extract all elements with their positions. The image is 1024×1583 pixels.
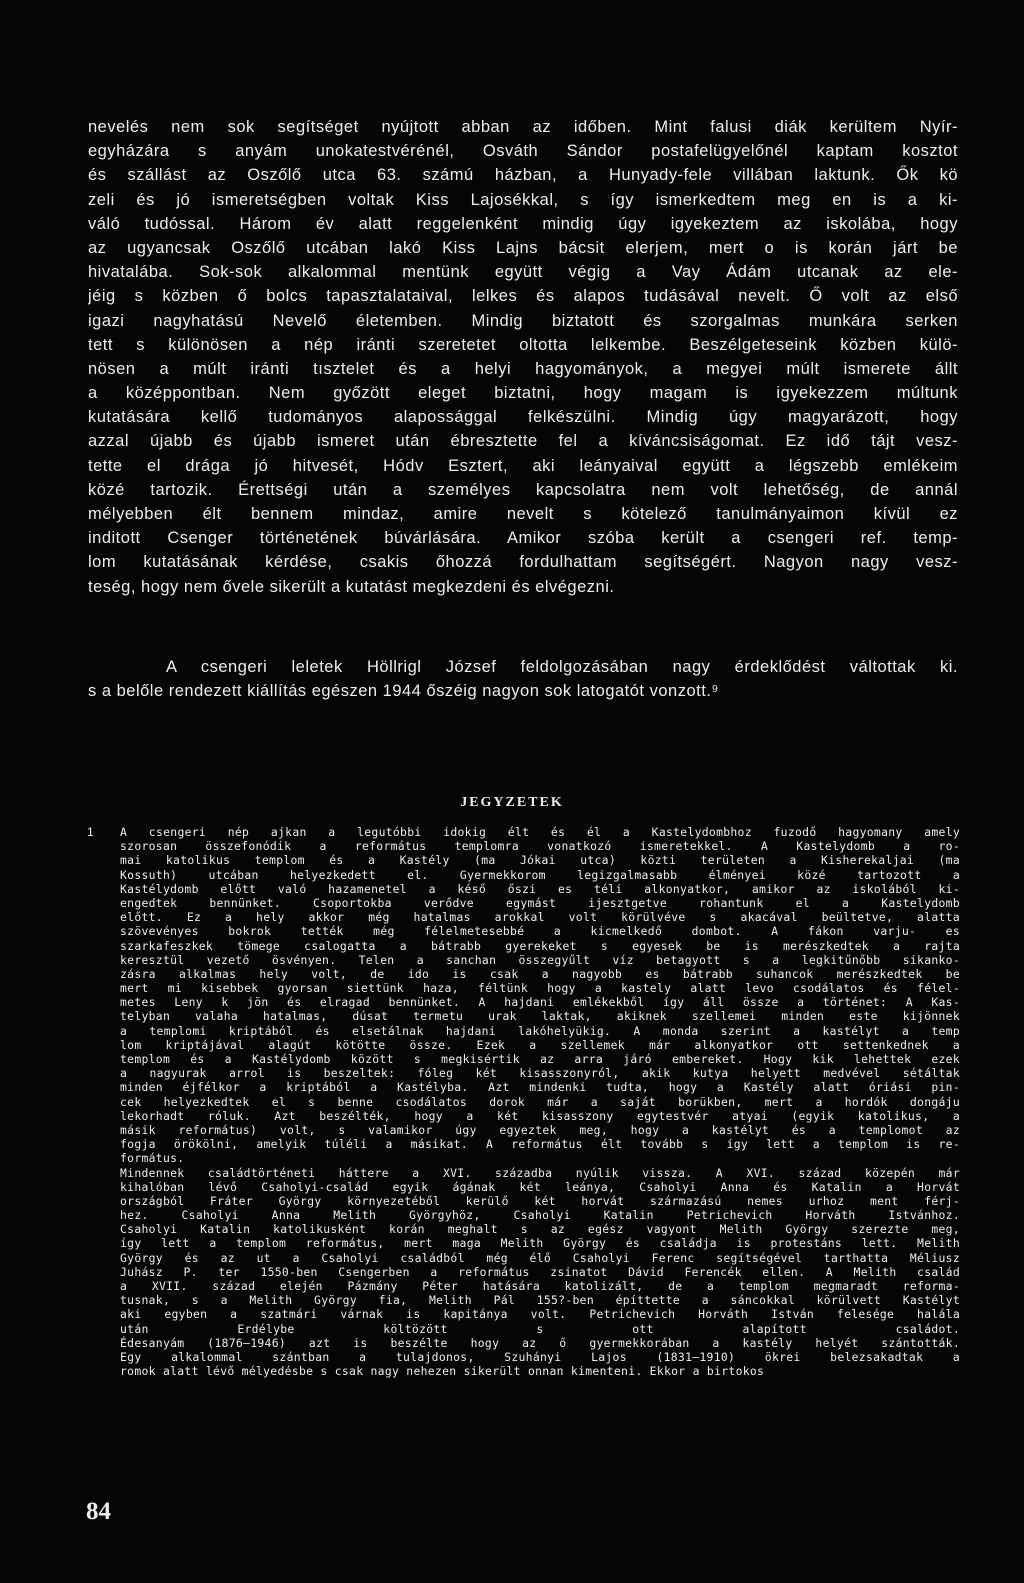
footnote-line: előtt. Ez a hely akkor még hatalmas arokkal volt körülvéve s akacával beültetve, alatta [120, 910, 960, 925]
footnote-line: mert mi kisebbek gyorsan siettünk haza, féltünk hogy a kastely alatt levo csodálatos és félel- [120, 981, 960, 996]
footnote-text [120, 825, 960, 1378]
note-number: 1 [87, 825, 94, 839]
footnote-line: A csengeri nép ajkan a legutóbbi idokig élt és él a Kastelydombhoz fuzodő hagyomany amely [120, 825, 960, 839]
text-line: tette el drága jó hitvesét, Hódv Esztert, aki leányaival együtt a légszebb emlékeim [88, 456, 958, 475]
text-line: egyházára s anyám unokatestvérénél, Osváth Sándor postafelügyelőnél kaptam kosztot [88, 142, 958, 161]
footnote-line: a templomi kriptából és elsetálnak hajdani lakóhelyükig. A monda szerint a kastélyt a temp [120, 1023, 960, 1038]
text-line: közé tartozik. Érettségi után a személyes kapcsolatra nem volt lehetőség, de annál [88, 480, 958, 499]
page-number: 84 [86, 1498, 111, 1525]
text-line: zeli és jó ismeretségben voltak Kiss Lajosékkal, s így ismerkedtem meg en is a ki- [88, 190, 958, 209]
footnote-line: lekorhadt róluk. Azt beszélték, hogy a két kisasszony egytestvér atyai (egyik katolikus, a [120, 1108, 960, 1123]
text-line: hivatalába. Sok-sok alkalommal mentünk együtt végig a Vay Ádám utcanak az ele- [88, 263, 958, 282]
text-line: a középpontban. Nem győzött eleget biztatni, hogy magam is igyekezzem múltunk [88, 384, 958, 403]
footnote-line: mai katolikus templom és a Kastély (ma Jókai utca) közti területen a Kisherekaljai (ma [120, 853, 960, 868]
footnote-line: lom kriptájával alagút kötötte össze. Ezek a szellemek már alkonyatkor ott settenkednek a [120, 1037, 960, 1052]
text-line: nösen a múlt iránti tısztelet és a helyi hagyományok, a megyei múlt ismerete állt [88, 359, 958, 378]
footnote-line: Kastélydomb előtt való hazamenetel a késő őszi es téli alkonyatkor, amikor az iskolából ki- [120, 881, 960, 896]
footnote-line: szövevényes bokrok tették még félelmetesebbé a kicmelkedő dombot. A fákon varju- es [120, 924, 960, 939]
text-line: igazi nagyhatású Nevelő életemben. Mindig biztatott és szorgalmas munkára serken [88, 311, 958, 330]
body-paragraph-2 [88, 655, 958, 703]
footnote-line: formátus. [120, 1151, 185, 1166]
text-line: jéig s közben ő bolcs tapasztalataival, lelkes és alapos tudásával nevelt. Ő volt az első [88, 287, 958, 306]
footnote-line: cek helyezkedtek el s benne csodálatos dorok már a saját borükben, mert a hordók dongáju [120, 1094, 960, 1109]
text-line: s a belőle rendezett kiállítás egészen 1944 őszéig nagyon sok latogatót vonzott.⁹ [88, 682, 719, 701]
footnote-line: szarkafeszkek tömege csalogatta a bátrabb gyerekeket s egyesek be is merészkedtek a rajta [120, 938, 960, 953]
footnote-line: hez. Csaholyi Anna Melith Györgyhöz, Csaholyi Katalin Petrichevich Horváth Istvánhoz. [120, 1208, 960, 1223]
footnote-line: Mindennek családtörténeti háttere a XVI. századba nyúlik vissza. A XVI. század közepén már [120, 1165, 960, 1180]
footnote-line: Kossuth) utcában helyezkedett el. Gyermekkorom legizgalmasabb élményei közé tartozott a [120, 867, 960, 882]
footnote-line: országból Fráter György környezetéből kerülő két horvát származású nemes urhoz ment férj- [120, 1193, 960, 1208]
text-line: mélyebben élt bennem mindaz, amire nevelt s kötelező tanulmányaimon kívül ez [88, 505, 958, 523]
footnote-line: Édesanyám (1876—1946) azt is beszélte hogy az ő gyermekkorában a kastély helyét szántották. [120, 1335, 960, 1350]
text-line: lom kutatásának kérdése, csakis őhozzá fordulhattam segítségért. Nagyon nagy vesz- [88, 553, 958, 572]
text-line: teség, hogy nem ővele sikerült a kutatást megkezdeni és elvégezni. [88, 577, 615, 596]
footnote-line: így lett a templom református, mert maga Melith György és családja is protestáns lett. Melith [120, 1236, 960, 1251]
footnote-line: György és az ut a Csaholyi családból még élő Csaholyi Ferenc segítségével tarthatta Méliusz [120, 1250, 960, 1265]
text-line: kutatására kellő tudományos alapossággal felkészülni. Mindig úgy magyarázott, hogy [88, 408, 958, 427]
notes-heading: JEGYZETEK [460, 795, 564, 810]
footnote-line: Juhász P. ter 1550-ben Csengerben a református zsinatot Dávid Ferencék ellen. A Melith család [120, 1264, 960, 1279]
footnote-line: szorosan összefonódik a református templomra vonatkozó ismeretekkel. A Kastelydomb a ro- [120, 839, 960, 854]
footnote-line: a nagyurak arrol is beszeltek: fóleg két kisasszonyról, akik kutya helyett medvével sétáltak [120, 1066, 960, 1081]
footnote-line: után Erdélybe költözött s ott alapított családot. [120, 1321, 960, 1336]
footnote-line: fogja örökölni, amelyik túléli a másikat. A református élt tovább s így lett a templom is re- [120, 1137, 960, 1152]
footnote-line: Egy alkalommal szántban a tulajdonos, Szuhányi Lajos (1831—1910) ökrei belezsakadtak a [120, 1349, 960, 1364]
text-line: és szállást az Oszőlő utca 63. számú házban, a Hunyady-fele villában laktunk. Ők kö [88, 166, 958, 185]
footnote-line: templom és a Kastélydomb között s megkisértik az arra járó embereket. Hogy kik lehettek ezek [120, 1052, 960, 1066]
text-line: nevelés nem sok segítséget nyújtott abban az időben. Mint falusi diák kerültem Nyír- [88, 118, 958, 136]
text-line: azzal újabb és újabb ismeret után ébresztette fel a kíváncsiságomat. Ez idő tájt vesz- [88, 432, 958, 451]
text-line: inditott Csenger történetének búvárlására. Amikor szóba került a csengeri ref. temp- [88, 529, 958, 548]
footnote-line: zásra alkalmas hely volt, de ido is csak a nagyobb es bátrabb suhancok merészkedtek be [120, 966, 960, 981]
footnote-line: aki egyben a szatmári várnak is kapitánya volt. Petrichevich Horváth István felesége halála [120, 1307, 960, 1322]
text-line: tett s különösen a nép iránti szeretetet oltotta lelkembe. Beszélgeteseink közben külö- [88, 335, 958, 354]
footnote-line: romok alatt lévő mélyedésbe s csak nagy nehezen sikerült onnan kimenteni. Ekkor a birtokos [120, 1364, 765, 1379]
footnote-line: kihalóban lévő Csaholyi-család egyik ágának két leánya, Csaholyi Anna és Katalin a Horvát [120, 1179, 960, 1194]
text-line: az ugyancsak Oszőlő utcában lakó Kiss Lajns bácsit elerjem, mert o is korán járt be [88, 238, 958, 257]
body-paragraph [88, 115, 958, 599]
footnote-line: engedtek bennünket. Csoportokba verődve egymást ijesztgetve rohantunk el a Kastelydomb [120, 895, 960, 910]
footnote-line: telyban valaha hatalmas, dúsat termetu urak laktak, akiknek szellemei minden este kijönnek [120, 1009, 960, 1024]
footnote-line: metes Leny k jön és elragad bennünket. A hajdani emlékekből így áll össze a történet: A Kas- [120, 995, 960, 1010]
footnote-line: keresztül vezető ösvényen. Telen a sanchan összegyűlt víz betagyott s a legkitűnőbb sikanko- [120, 952, 960, 967]
footnote-line: minden éjfélkor a kriptából a Kastélyba. Azt mindenki tudta, hogy a Kastély alatt óriási pin- [120, 1080, 960, 1095]
footnote-line: másik református) volt, s valamikor úgy egyeztek meg, hogy a kastélyt és a templomot az [120, 1122, 960, 1137]
footnote-line: tusnak, s a Melith György fia, Melith Pál 155?-ben építtette a sáncokkal körülvett Kastélyt [120, 1293, 960, 1308]
text-line: váló tudóssal. Három év alatt reggelenként mindig úgy igyekeztem az iskolába, hogy [88, 214, 958, 233]
text-line: A csengeri leletek Höllrigl József feldolgozásában nagy érdeklődést váltottak ki. [166, 658, 958, 676]
footnote-line: Csaholyi Katalin katolikusként korán meghalt s az egész vagyont Melith György szerezte meg, [120, 1222, 960, 1237]
footnote-line: a XVII. század elején Pázmány Péter hatására katolizált, de a templom megmaradt reforma- [120, 1279, 960, 1293]
